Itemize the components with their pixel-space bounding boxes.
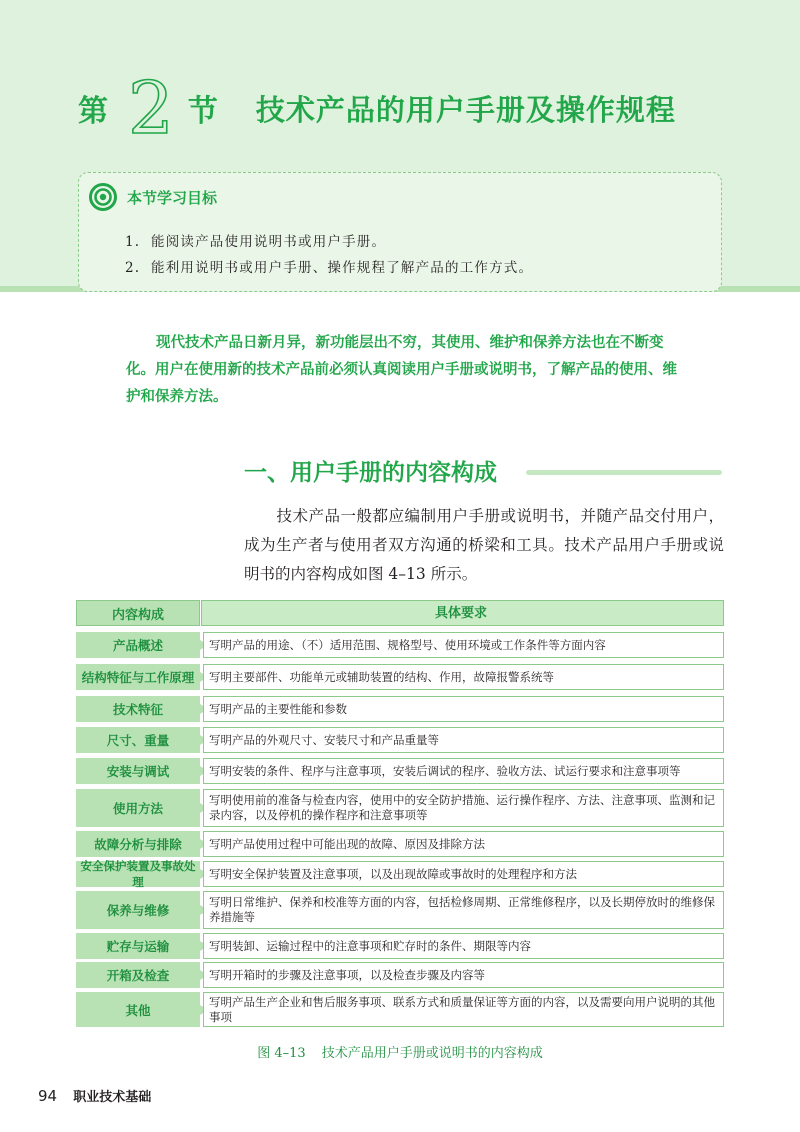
table-row	[76, 831, 724, 857]
row-description: 写明使用前的准备与检查内容，使用中的安全防护措施、运行操作程序、方法、注意事项、监测和记录内容，以及停机的操作程序和注意事项等	[203, 789, 724, 827]
goal-item	[125, 255, 533, 281]
intro-paragraph	[126, 330, 686, 411]
page-footer	[38, 1086, 151, 1105]
book-title: 职业技术基础	[73, 1090, 152, 1105]
figure-caption	[0, 1042, 800, 1061]
row-label: 结构特征与工作原理	[76, 664, 200, 690]
figure-label: 图 4–13	[257, 1046, 306, 1061]
row-label: 故障分析与排除	[76, 831, 200, 857]
goal-number: 1.	[125, 234, 141, 250]
learning-goals-box	[78, 172, 722, 292]
table-header-left: 内容构成	[76, 600, 200, 626]
row-description: 写明安全保护装置及注意事项，以及出现故障或事故时的处理程序和方法	[203, 861, 724, 887]
row-label: 安装与调试	[76, 758, 200, 784]
table-header-row	[76, 600, 724, 626]
table-row	[76, 758, 724, 784]
goal-item	[125, 229, 533, 255]
section-number: 2	[128, 66, 174, 150]
row-label: 贮存与运输	[76, 933, 200, 959]
intro-text: 现代技术产品日新月异，新功能层出不穷，其使用、维护和保养方法也在不断变化。用户在使用新的技术产品前必须认真阅读用户手册或说明书，了解产品的使用、维护和保养方法。	[126, 335, 677, 405]
row-label: 产品概述	[76, 632, 200, 658]
subsection-heading: 一、用户手册的内容构成	[244, 460, 497, 486]
goal-text: 能阅读产品使用说明书或用户手册。	[151, 234, 387, 250]
body-text: 技术产品一般都应编制用户手册或说明书，并随产品交付用户，成为生产者与使用者双方沟通的桥梁和工具。技术产品用户手册或说明书的内容构成如图 4–13 所示。	[244, 507, 724, 583]
row-description: 写明主要部件、功能单元或辅助装置的结构、作用，故障报警系统等	[203, 664, 724, 690]
table-row	[76, 992, 724, 1027]
table-header-right: 具体要求	[201, 600, 724, 626]
goal-text: 能利用说明书或用户手册、操作规程了解产品的工作方式。	[151, 260, 534, 276]
section-title	[78, 68, 676, 148]
target-icon	[89, 183, 117, 211]
row-description: 写明安装的条件、程序与注意事项，安装后调试的程序、验收方法、试运行要求和注意事项等	[203, 758, 724, 784]
table-row	[76, 891, 724, 929]
learning-goals-list	[125, 229, 533, 281]
row-description: 写明日常维护、保养和校准等方面的内容，包括检修周期、正常维修程序，以及长期停放时的维修保养措施等	[203, 891, 724, 929]
learning-goals-heading: 本节学习目标	[127, 189, 218, 207]
section-heading: 技术产品的用户手册及操作规程	[255, 92, 676, 127]
row-label: 保养与维修	[76, 891, 200, 929]
table-row	[76, 664, 724, 690]
figure-caption-text: 技术产品用户手册或说明书的内容构成	[321, 1046, 543, 1061]
row-label: 开箱及检查	[76, 962, 200, 988]
subsection-rule	[526, 470, 722, 475]
row-description: 写明产品的外观尺寸、安装尺寸和产品重量等	[203, 727, 724, 753]
table-row	[76, 632, 724, 658]
section-prefix: 第	[78, 94, 108, 129]
row-description: 写明产品的用途、（不）适用范围、规格型号、使用环境或工作条件等方面内容	[203, 632, 724, 658]
table-row	[76, 789, 724, 827]
table-row	[76, 696, 724, 722]
row-description: 写明产品生产企业和售后服务事项、联系方式和质量保证等方面的内容，以及需要向用户说明的其他事项	[203, 992, 724, 1027]
goal-number: 2.	[125, 260, 141, 276]
row-label: 其他	[76, 992, 200, 1027]
body-paragraph	[244, 502, 724, 589]
table-row	[76, 933, 724, 959]
row-description: 写明产品使用过程中可能出现的故障、原因及排除方法	[203, 831, 724, 857]
section-suffix: 节	[187, 94, 218, 129]
row-label: 安全保护装置及事故处理	[76, 861, 200, 887]
table-row	[76, 861, 724, 887]
row-label: 使用方法	[76, 789, 200, 827]
row-description: 写明开箱时的步骤及注意事项，以及检查步骤及内容等	[203, 962, 724, 988]
row-description: 写明产品的主要性能和参数	[203, 696, 724, 722]
row-label: 尺寸、重量	[76, 727, 200, 753]
table-row	[76, 727, 724, 753]
table-row	[76, 962, 724, 988]
page-number: 94	[38, 1087, 58, 1105]
row-description: 写明装卸、运输过程中的注意事项和贮存时的条件、期限等内容	[203, 933, 724, 959]
row-label: 技术特征	[76, 696, 200, 722]
